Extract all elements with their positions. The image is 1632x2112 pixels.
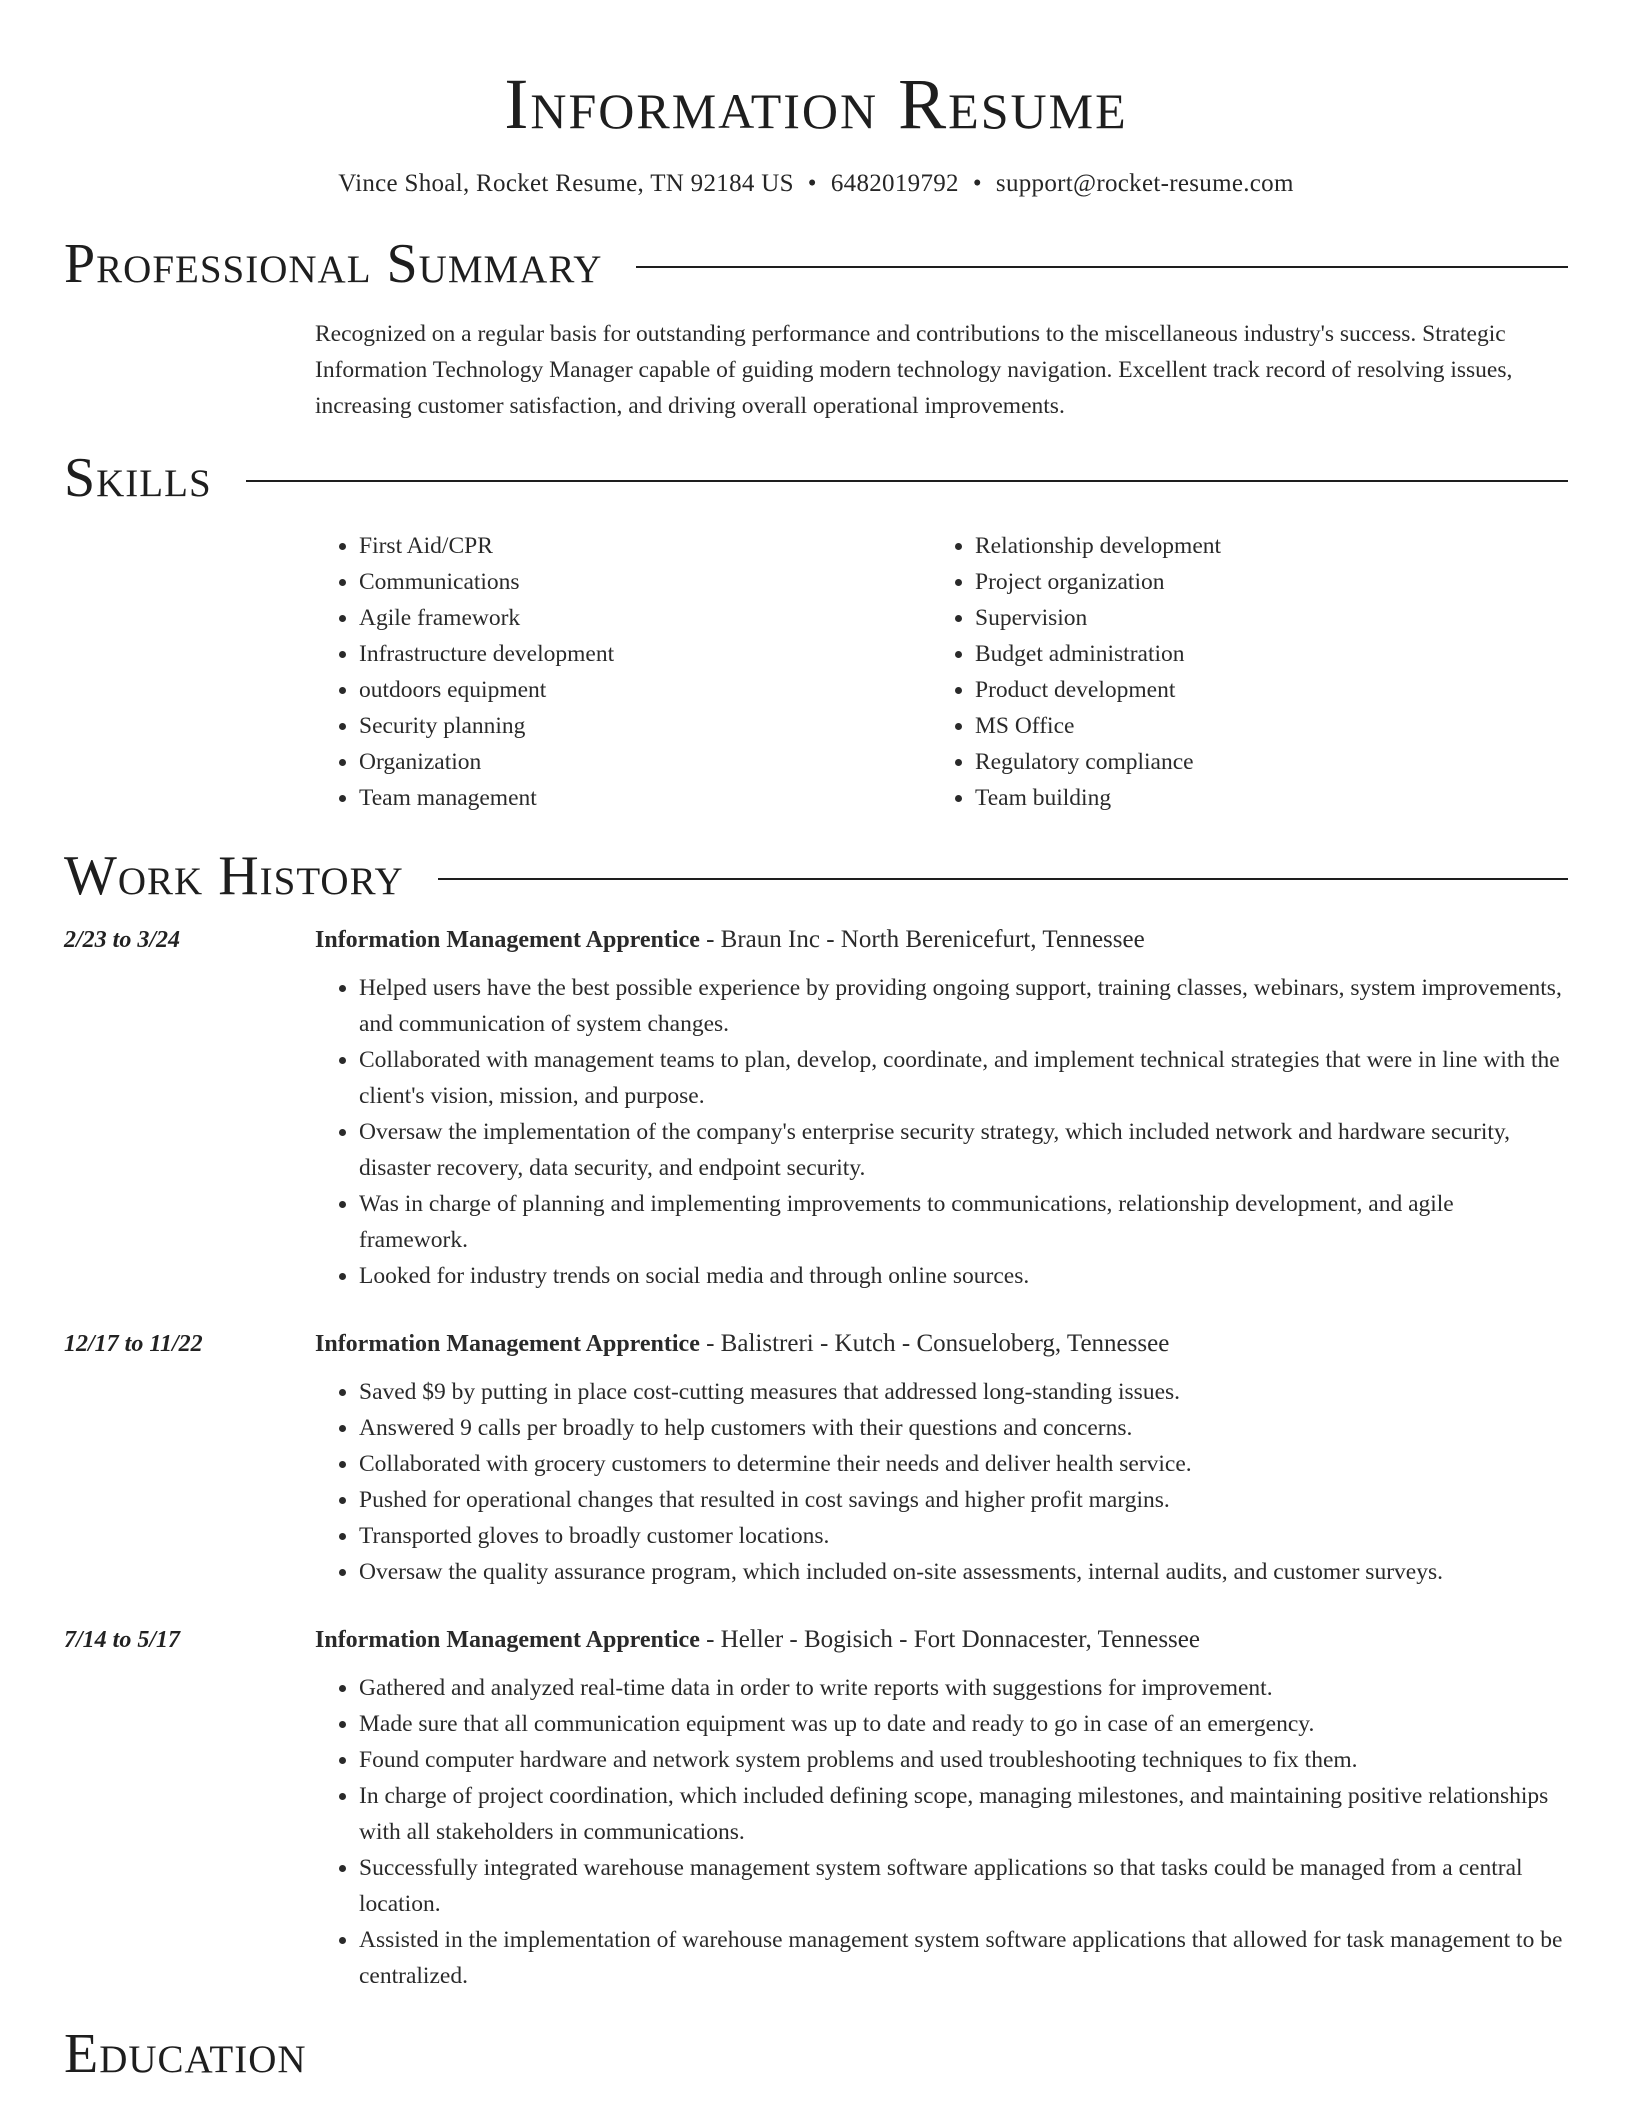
job-dates: 12/17 to 11/22 (64, 1331, 203, 1357)
skill-item: • Product development (975, 672, 1547, 708)
job-bullet: • Oversaw the quality assurance program, which included on-site assessments, internal audits, and customer surveys. (359, 1554, 1568, 1590)
job-role: Information Management Apprentice (315, 1331, 700, 1357)
work-history-section (64, 844, 1568, 1994)
education-heading: Education (64, 2023, 307, 2085)
job-bullet: • Found computer hardware and network system problems and used troubleshooting techniques to fix them. (359, 1742, 1568, 1778)
skills-list-right (931, 528, 1547, 816)
section-divider (246, 480, 1568, 482)
skill-item: • Regulatory compliance (975, 744, 1547, 780)
summary-text: Recognized on a regular basis for outstanding performance and contributions to the miscellaneous industry's success. Strategic Information Technology Manager capable of guiding modern technology navigation. Excellent track record of resolving issues, increasing customer satisfaction, and driving overall operational improvements. (315, 321, 1513, 419)
skill-item: • Infrastructure development (359, 636, 931, 672)
section-divider (636, 266, 1568, 268)
contact-phone: 6482019792 (830, 170, 959, 197)
section-divider (438, 878, 1568, 880)
skill-item: • Relationship development (975, 528, 1547, 564)
contact-separator: • (972, 170, 982, 197)
skills-grid (315, 510, 1568, 816)
job-title-line (315, 1620, 1568, 1660)
job-bullet: • Looked for industry trends on social media and through online sources. (359, 1258, 1568, 1294)
job-entry (64, 1620, 1568, 1994)
job-company-location: - Balistreri - Kutch - Consueloberg, Tennessee (699, 1330, 1170, 1357)
summary-heading: Professional Summary (64, 233, 603, 295)
section-header (64, 232, 1568, 296)
skill-item: • MS Office (975, 708, 1547, 744)
job-bullet: • Successfully integrated warehouse management system software applications so that tasks could be managed from a central location. (359, 1850, 1568, 1922)
skills-list-left (315, 528, 931, 816)
job-dates: 2/23 to 3/24 (64, 927, 181, 953)
contact-line (0, 170, 1632, 198)
work-history-heading: Work History (64, 845, 404, 907)
work-history-body (64, 920, 1568, 1994)
section-header (64, 844, 1568, 908)
job-bullet: • Assisted in the implementation of warehouse management system software applications that allowed for task management to be centralized. (359, 1922, 1568, 1994)
job-title-line (315, 1324, 1568, 1364)
job-bullets (315, 1374, 1568, 1590)
resume-header (0, 0, 1632, 198)
job-bullet: • Answered 9 calls per broadly to help customers with their questions and concerns. (359, 1410, 1568, 1446)
job-bullet: • Made sure that all communication equipment was up to date and ready to go in case of an emergency. (359, 1706, 1568, 1742)
skill-item: • Team building (975, 780, 1547, 816)
skill-item: • Team management (359, 780, 931, 816)
job-role: Information Management Apprentice (315, 1627, 700, 1653)
job-bullet: • Pushed for operational changes that resulted in cost savings and higher profit margins. (359, 1482, 1568, 1518)
job-bullet: • Helped users have the best possible experience by providing ongoing support, training classes, webinars, system improvements, and communication of system changes. (359, 970, 1568, 1042)
job-bullet: • Collaborated with grocery customers to determine their needs and deliver health service. (359, 1446, 1568, 1482)
section-header (64, 446, 1568, 510)
skill-item: • Agile framework (359, 600, 931, 636)
job-bullet: • Oversaw the implementation of the company's enterprise security strategy, which included network and hardware security, disaster recovery, data security, and endpoint security. (359, 1114, 1568, 1186)
job-entry (64, 1324, 1568, 1590)
contact-separator: • (807, 170, 817, 197)
skill-item: • Organization (359, 744, 931, 780)
job-title-line (315, 920, 1568, 960)
skill-item: • Project organization (975, 564, 1547, 600)
job-bullet: • Saved $9 by putting in place cost-cutting measures that addressed long-standing issues. (359, 1374, 1568, 1410)
skills-heading: Skills (64, 447, 212, 509)
job-bullet: • Gathered and analyzed real-time data in order to write reports with suggestions for improvement. (359, 1670, 1568, 1706)
education-section (64, 2022, 1568, 2086)
contact-address: Vince Shoal, Rocket Resume, TN 92184 US (338, 170, 794, 197)
job-role: Information Management Apprentice (315, 927, 700, 953)
job-dates: 7/14 to 5/17 (64, 1627, 181, 1653)
job-bullets (315, 970, 1568, 1294)
job-bullet: • In charge of project coordination, which included defining scope, managing milestones, and maintaining positive relationships with all stakeholders in communications. (359, 1778, 1568, 1850)
job-entry (64, 920, 1568, 1294)
resume-title: Information Resume (504, 64, 1128, 144)
job-bullet: • Transported gloves to broadly customer locations. (359, 1518, 1568, 1554)
skill-item: • Budget administration (975, 636, 1547, 672)
summary-section (64, 232, 1568, 424)
skills-section (64, 446, 1568, 816)
job-company-location: - Braun Inc - North Berenicefurt, Tennessee (699, 926, 1145, 953)
skill-item: • Security planning (359, 708, 931, 744)
summary-body (315, 296, 1568, 424)
job-bullets (315, 1670, 1568, 1994)
skill-item: • Supervision (975, 600, 1547, 636)
skill-item: • outdoors equipment (359, 672, 931, 708)
skill-item: • First Aid/CPR (359, 528, 931, 564)
job-bullet: • Was in charge of planning and implementing improvements to communications, relationship development, and agile framework. (359, 1186, 1568, 1258)
job-company-location: - Heller - Bogisich - Fort Donnacester, Tennessee (699, 1626, 1200, 1653)
job-bullet: • Collaborated with management teams to plan, develop, coordinate, and implement technical strategies that were in line with the client's vision, mission, and purpose. (359, 1042, 1568, 1114)
skill-item: • Communications (359, 564, 931, 600)
section-header (64, 2022, 1568, 2086)
contact-email: support@rocket-resume.com (995, 170, 1294, 197)
